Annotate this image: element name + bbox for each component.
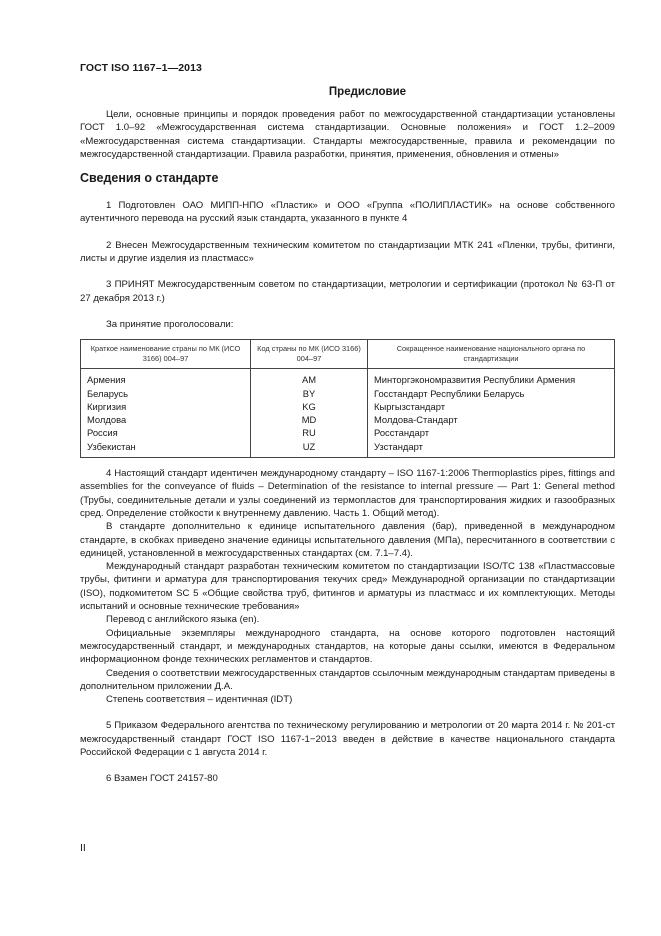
table-row xyxy=(81,387,615,400)
col-header-country: Краткое наименование страны по МК (ИСО 3166) 004–97 xyxy=(81,340,251,369)
country-cell: Киргизия xyxy=(81,400,251,413)
page-number: II xyxy=(80,842,86,854)
info-section-title: Сведения о стандарте xyxy=(80,171,219,186)
code-cell: RU xyxy=(251,426,368,439)
authority-cell: Госстандарт Республики Беларусь xyxy=(368,387,615,400)
foreword-paragraph: Цели, основные принципы и порядок проведения работ по межгосударственной стандартизации установлены ГОСТ 1.0–92 «Межгосударственная система стандартизации. Основные положения» и ГОСТ 1.2–2009 «Межгосударственная система стандартизации. Стандарты межгосударственные, правила и рекомендации по межгосударственной стандартизации. Правила разработки, принятия, применения, обновления и отмены» xyxy=(80,109,615,160)
info-item-3: 3 ПРИНЯТ Межгосударственным советом по стандартизации, метрологии и сертификации (протокол № 63-П от 27 декабря 2013 г.) xyxy=(80,279,615,304)
votes-intro: За принятие проголосовали: xyxy=(106,318,234,330)
col-header-authority: Сокращенное наименование национального органа по стандартизации xyxy=(368,340,615,369)
info-item-2: 2 Внесен Межгосударственным техническим комитетом по стандартизации МТК 241 «Пленки, трубы, фитинги, листы и другие изделия из пластмасс» xyxy=(80,239,615,265)
code-cell: KG xyxy=(251,400,368,413)
code-cell: AM xyxy=(251,369,368,387)
info-item-4-paragraph: Сведения о соответствии межгосударственных стандартов ссылочным международным стандартам приведены в дополнительном приложении Д.А. xyxy=(80,667,615,692)
table-row xyxy=(81,440,615,458)
country-cell: Молдова xyxy=(81,413,251,426)
country-cell: Узбекистан xyxy=(81,440,251,458)
table-row xyxy=(81,369,615,387)
table-row xyxy=(81,413,615,426)
info-item-4-paragraph: Официальные экземпляры международного стандарта, на основе которого подготовлен настоящий межгосударственный стандарт, и международных стандартов, на которые даны ссылки, имеются в Федеральном информационном фонде технических регламентов и стандартов. xyxy=(80,627,615,666)
votes-table-header-row xyxy=(81,340,615,369)
authority-cell: Кыргызстандарт xyxy=(368,400,615,413)
country-cell: Армения xyxy=(81,369,251,387)
table-row xyxy=(81,426,615,439)
foreword-title: Предисловие xyxy=(328,86,407,98)
authority-cell: Росстандарт xyxy=(368,426,615,439)
table-row xyxy=(81,400,615,413)
code-cell: UZ xyxy=(251,440,368,458)
code-cell: MD xyxy=(251,413,368,426)
info-item-4-paragraph: Международный стандарт разработан техническим комитетом по стандартизации ISO/TC 138 «Пластмассовые трубы, фитинги и арматура для транспортирования текучих сред» Международной организации по стандартизации (ISO), подкомитетом SC 5 «Общие свойства труб, фитингов и арматуры из пластмасс и их комплектующих. Методы испытаний и основные технические требования» xyxy=(80,561,615,613)
info-item-4-paragraph: В стандарте дополнительно к единице испытательного давления (бар), приведенной в международном стандарте, в скобках приведено значение единицы испытательного давления (МПа), пересчитанного в соответствии с единицей, установленной в межгосударственных стандартах (см. 7.1–7.4). xyxy=(80,521,615,559)
authority-cell: Узстандарт xyxy=(368,440,615,458)
country-cell: Беларусь xyxy=(81,387,251,400)
col-header-code: Код страны по МК (ИСО 3166) 004–97 xyxy=(251,340,368,369)
votes-table xyxy=(80,339,615,458)
country-cell: Россия xyxy=(81,426,251,439)
info-item-4-paragraph: Степень соответствия – идентичная (IDT) xyxy=(106,694,293,706)
authority-cell: Минторгэкономразвития Республики Армения xyxy=(368,369,615,387)
page-content xyxy=(80,86,615,786)
code-cell: BY xyxy=(251,387,368,400)
info-item-5: 5 Приказом Федерального агентства по техническому регулированию и метрологии от 20 марта 2014 г. № 201-ст межгосударственный стандарт ГОСТ ISO 1167-1−2013 введен в действие в качестве национального стандарта Российской Федерации с 1 августа 2014 г. xyxy=(80,720,615,758)
info-item-4-paragraph: 4 Настоящий стандарт идентичен международному стандарту – ISO 1167-1:2006 Thermoplastics pipes, fittings and assemblies for the conveyance of fluids – Determination of the resistance to internal pressure — Part 1: General method (Трубы, соединительные детали и узлы соединений из термопластов для транспортирования жидких и газообразных сред. Определение стойкости к внутреннему давлению. Часть 1. Общий метод). xyxy=(80,468,615,519)
document-header: ГОСТ ISO 1167–1—2013 xyxy=(80,62,202,74)
info-item-1: 1 Подготовлен ОАО МИПП-НПО «Пластик» и ООО «Группа «ПОЛИПЛАСТИК» на основе собственного аутентичного перевода на русский язык стандарта, указанного в пункте 4 xyxy=(80,200,615,225)
authority-cell: Молдова-Стандарт xyxy=(368,413,615,426)
info-item-6: 6 Взамен ГОСТ 24157-80 xyxy=(106,773,218,785)
info-item-4-paragraph: Перевод с английского языка (en). xyxy=(106,614,260,626)
